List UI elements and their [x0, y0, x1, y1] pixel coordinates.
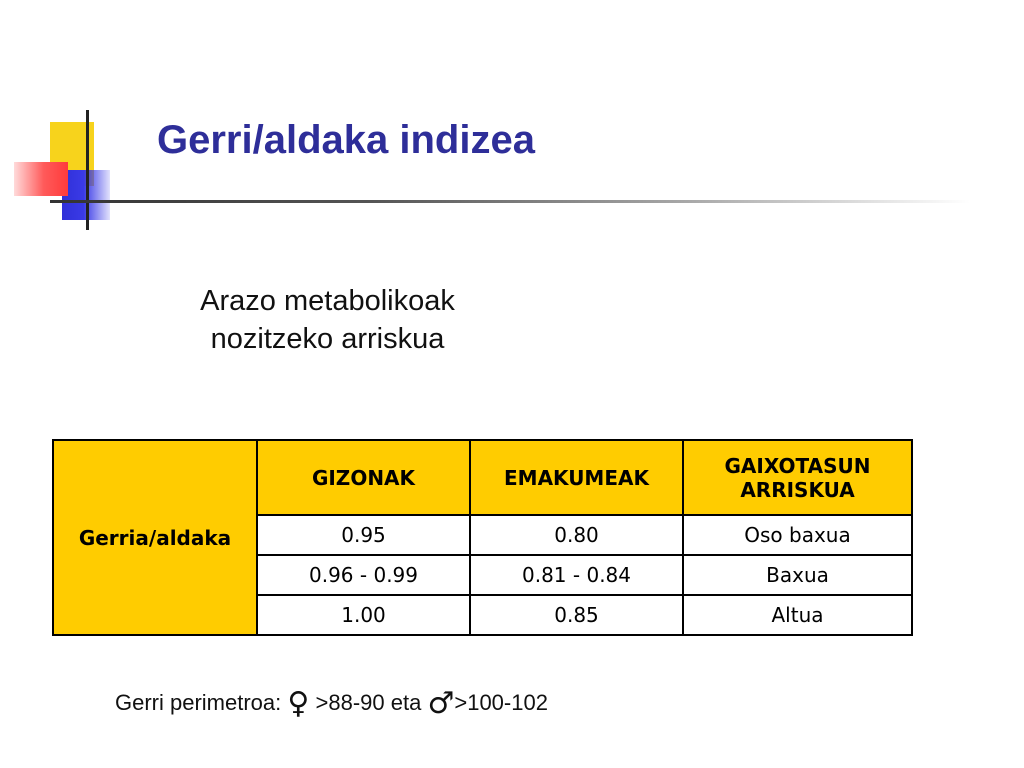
- male-threshold: >100-102: [454, 690, 548, 715]
- table-cell: 0.95: [257, 515, 470, 555]
- table-cell: 0.81 - 0.84: [470, 555, 683, 595]
- table-cell: Oso baxua: [683, 515, 912, 555]
- slide-title: Gerri/aldaka indizea: [157, 118, 535, 162]
- female-symbol-icon: ♀: [287, 686, 310, 721]
- slide-subtitle: [170, 282, 485, 358]
- waist-perimeter-note: [115, 686, 548, 721]
- risk-table: [52, 439, 913, 636]
- subtitle-line-1: Arazo metabolikoak: [200, 285, 455, 317]
- table-cell: 0.80: [470, 515, 683, 555]
- table-cell: 0.96 - 0.99: [257, 555, 470, 595]
- footer-label: Gerri perimetroa:: [115, 690, 282, 715]
- title-underline: [50, 200, 970, 203]
- table-header-row: [53, 440, 912, 515]
- male-symbol-icon: ♂: [427, 686, 455, 721]
- subtitle-line-2: nozitzeko arriskua: [210, 323, 445, 355]
- table-cell: 1.00: [257, 595, 470, 635]
- female-threshold: >88-90 eta: [315, 690, 422, 715]
- decorative-vertical-line: [86, 110, 89, 230]
- decorative-red-square: [14, 162, 68, 196]
- table-cell: Altua: [683, 595, 912, 635]
- table-cell: Baxua: [683, 555, 912, 595]
- column-header-risk: GAIXOTASUN ARRISKUA: [683, 440, 912, 515]
- table-cell: 0.85: [470, 595, 683, 635]
- row-header-cell: Gerria/aldaka: [53, 440, 257, 635]
- column-header-men: GIZONAK: [257, 440, 470, 515]
- column-header-women: EMAKUMEAK: [470, 440, 683, 515]
